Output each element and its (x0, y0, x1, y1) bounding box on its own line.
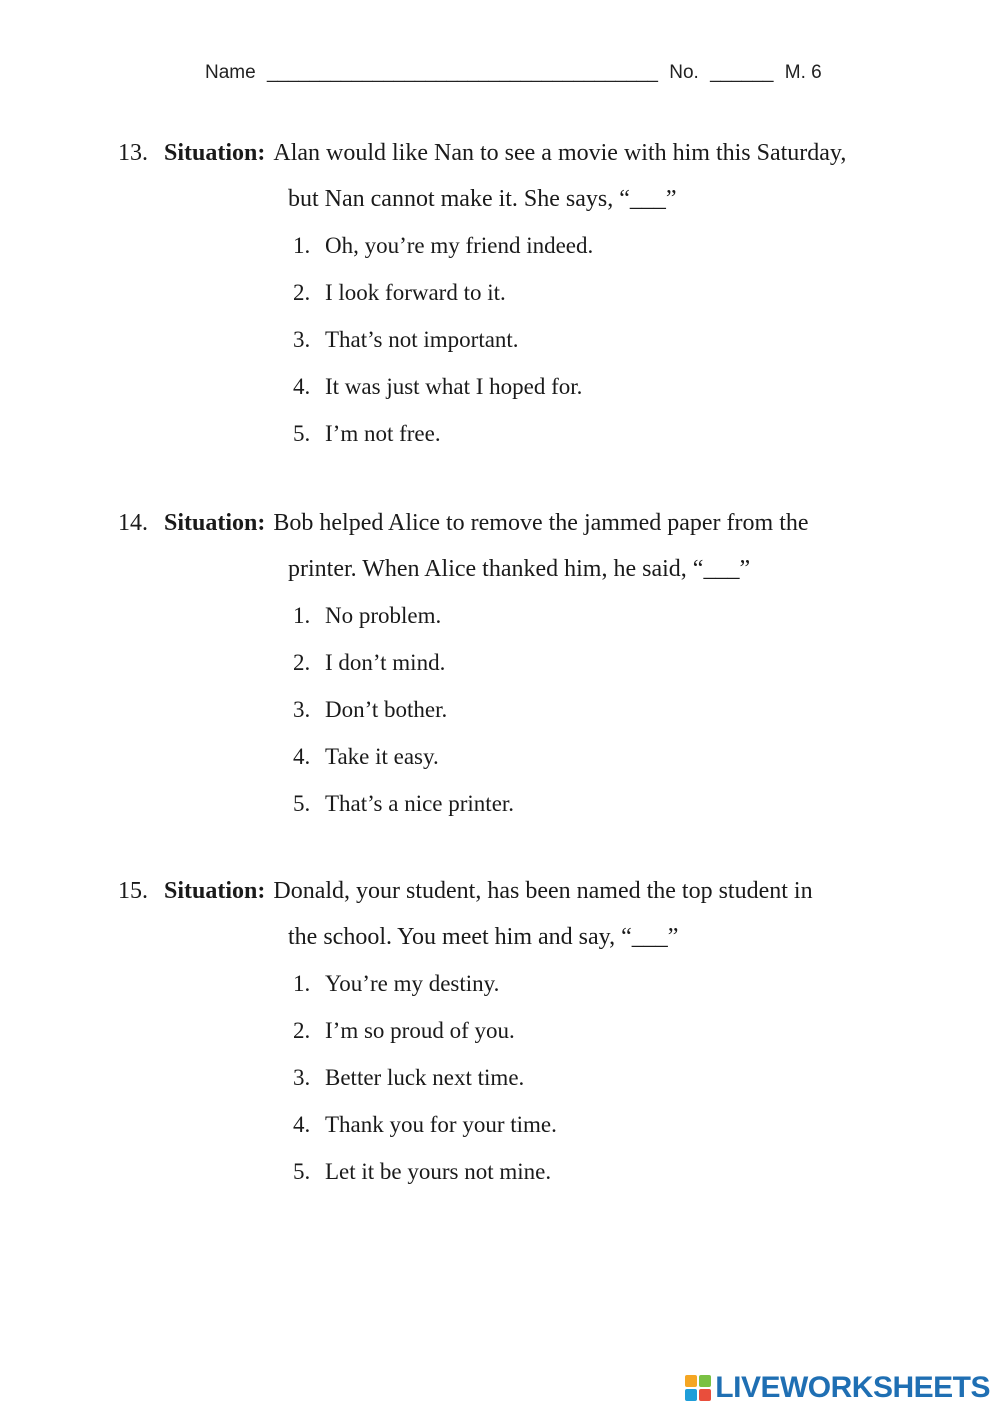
option-number: 4. (293, 374, 311, 399)
option-text: Thank you for your time. (325, 1112, 557, 1137)
answer-options (118, 592, 958, 827)
option-text: That’s a nice printer. (325, 791, 515, 816)
answer-option[interactable] (293, 363, 958, 410)
question-number: 13. (118, 140, 148, 166)
answer-option[interactable] (293, 1007, 958, 1054)
liveworksheets-logo-icon (685, 1375, 711, 1401)
option-number: 1. (293, 603, 311, 628)
answer-option[interactable] (293, 686, 958, 733)
question-13 (118, 130, 958, 457)
logo-text: LIVEWORKSHEETS (715, 1371, 990, 1404)
class-label: M. 6 (784, 62, 822, 83)
question-14 (118, 500, 958, 827)
situation-label: Situation: (164, 140, 266, 166)
question-text: Donald, your student, has been named the top student in (273, 878, 813, 904)
option-text: That’s not important. (325, 327, 519, 352)
answer-option[interactable] (293, 960, 958, 1007)
option-number: 3. (293, 697, 311, 722)
question-prompt-line-1 (118, 868, 958, 914)
question-number: 15. (118, 878, 148, 904)
liveworksheets-logo (685, 1372, 990, 1404)
option-text: I don’t mind. (325, 650, 446, 675)
option-number: 5. (293, 791, 311, 816)
option-number: 2. (293, 1018, 311, 1043)
option-text: Let it be yours not mine. (325, 1159, 552, 1184)
option-text: Don’t bother. (325, 697, 448, 722)
logo-square (685, 1389, 697, 1401)
question-prompt-line-2: the school. You meet him and say, “___” (288, 924, 679, 950)
option-text: Oh, you’re my friend indeed. (325, 233, 594, 258)
logo-square (699, 1375, 711, 1387)
question-15 (118, 868, 958, 1195)
answer-option[interactable] (293, 1054, 958, 1101)
name-blank[interactable]: _____________________________________ (266, 62, 658, 83)
question-prompt-line-1 (118, 130, 958, 176)
answer-options (118, 222, 958, 457)
option-number: 3. (293, 327, 311, 352)
option-text: Better luck next time. (325, 1065, 525, 1090)
question-prompt-line-1 (118, 500, 958, 546)
option-number: 5. (293, 1159, 311, 1184)
situation-label: Situation: (164, 878, 266, 904)
option-number: 1. (293, 233, 311, 258)
answer-option[interactable] (293, 639, 958, 686)
option-number: 1. (293, 971, 311, 996)
option-number: 4. (293, 744, 311, 769)
logo-square (699, 1389, 711, 1401)
answer-option[interactable] (293, 410, 958, 457)
option-number: 2. (293, 650, 311, 675)
option-number: 5. (293, 421, 311, 446)
answer-option[interactable] (293, 1148, 958, 1195)
answer-option[interactable] (293, 592, 958, 639)
question-number: 14. (118, 510, 148, 536)
answer-option[interactable] (293, 222, 958, 269)
option-text: It was just what I hoped for. (325, 374, 583, 399)
answer-option[interactable] (293, 269, 958, 316)
number-label: No. (669, 62, 699, 83)
answer-option[interactable] (293, 1101, 958, 1148)
question-prompt-line-2: but Nan cannot make it. She says, “___” (288, 186, 677, 212)
name-label: Name (205, 62, 256, 83)
option-text: I’m so proud of you. (325, 1018, 515, 1043)
student-info-header (205, 62, 822, 90)
question-text: Bob helped Alice to remove the jammed paper from the (273, 510, 809, 536)
answer-option[interactable] (293, 733, 958, 780)
option-text: I look forward to it. (325, 280, 506, 305)
answer-option[interactable] (293, 316, 958, 363)
option-text: You’re my destiny. (325, 971, 500, 996)
option-text: No problem. (325, 603, 442, 628)
question-prompt-line-2: printer. When Alice thanked him, he said, “___” (288, 556, 751, 582)
number-blank[interactable]: ______ (710, 62, 774, 83)
option-number: 2. (293, 280, 311, 305)
answer-option[interactable] (293, 780, 958, 827)
situation-label: Situation: (164, 510, 266, 536)
option-text: Take it easy. (325, 744, 439, 769)
question-text: Alan would like Nan to see a movie with him this Saturday, (273, 140, 847, 166)
option-number: 3. (293, 1065, 311, 1090)
option-number: 4. (293, 1112, 311, 1137)
logo-square (685, 1375, 697, 1387)
answer-options (118, 960, 958, 1195)
option-text: I’m not free. (325, 421, 441, 446)
